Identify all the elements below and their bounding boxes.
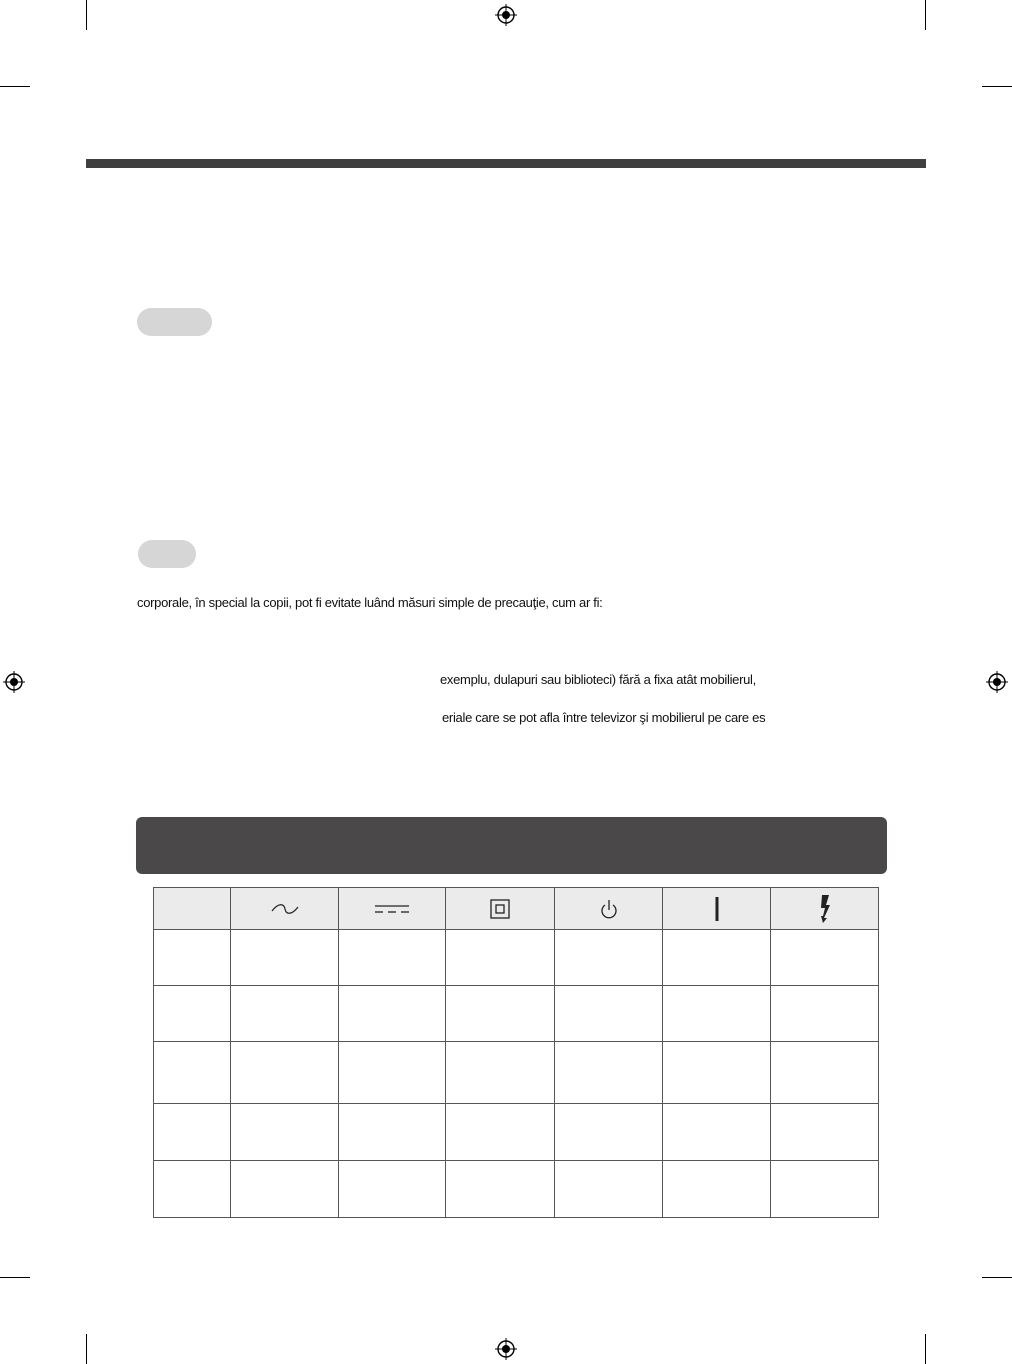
lightning-icon [818,894,832,924]
table-cell [339,1161,446,1218]
crop-mark [925,1334,926,1364]
table-header-cell [771,888,879,930]
table-cell [555,1161,663,1218]
table-cell [663,1104,771,1161]
table-cell [771,986,879,1042]
table-cell [663,986,771,1042]
table-cell [771,1104,879,1161]
table-cell [231,1104,339,1161]
table-cell [339,930,446,986]
table-header-cell [339,888,446,930]
registration-mark-icon [495,1338,517,1360]
table-cell [663,930,771,986]
section-label-pill [138,540,196,568]
table-cell [663,1042,771,1104]
table-cell [771,1042,879,1104]
table-cell [446,1042,555,1104]
table-header-cell [446,888,555,930]
table-cell [446,930,555,986]
table-header-cell [555,888,663,930]
table-cell [555,1104,663,1161]
table-cell [771,930,879,986]
table-row [154,1042,879,1104]
table-row [154,930,879,986]
table-cell [555,986,663,1042]
table-header-cell [231,888,339,930]
table-cell [231,1042,339,1104]
crop-mark [86,0,87,30]
table-header-cell [154,888,231,930]
table-cell [154,1104,231,1161]
table-cell [771,1161,879,1218]
crop-mark [0,86,30,87]
crop-mark [982,1277,1012,1278]
ac-tilde-icon [270,902,300,916]
registration-mark-icon [495,4,517,26]
crop-mark [982,86,1012,87]
crop-mark [86,1334,87,1364]
table-cell [231,930,339,986]
registration-mark-icon [986,671,1008,693]
table-cell [555,1042,663,1104]
table-cell [154,1042,231,1104]
registration-mark-icon [3,671,25,693]
table-cell [231,986,339,1042]
table-cell [154,1161,231,1218]
crop-mark [0,1277,30,1278]
table-cell [555,930,663,986]
header-rule [86,159,926,168]
table-cell [154,930,231,986]
body-text-line: exemplu, dulapuri sau biblioteci) fără a fixa atât mobilierul, [440,672,756,687]
table-cell [446,1161,555,1218]
table-cell [339,1042,446,1104]
table-header-cell [663,888,771,930]
crop-mark [925,0,926,30]
table-cell [663,1161,771,1218]
standby-power-icon [599,898,619,920]
table-row [154,1104,879,1161]
table-cell [154,986,231,1042]
table-row [154,1161,879,1218]
table-cell [231,1161,339,1218]
dc-lines-icon [374,902,410,916]
section-label-pill [137,308,212,336]
on-bar-icon [714,896,720,922]
section-header-band [136,817,887,874]
double-square-icon [490,899,510,919]
table-cell [339,1104,446,1161]
table-cell [446,1104,555,1161]
table-cell [339,986,446,1042]
body-text-line: corporale, în special la copii, pot fi evitate luând măsuri simple de precauţie, cum ar fi: [137,595,603,610]
table-header-row [154,888,879,930]
table-row [154,986,879,1042]
symbols-table [153,887,879,1218]
body-text-line: eriale care se pot afla între televizor şi mobilierul pe care es [442,710,766,725]
table-cell [446,986,555,1042]
